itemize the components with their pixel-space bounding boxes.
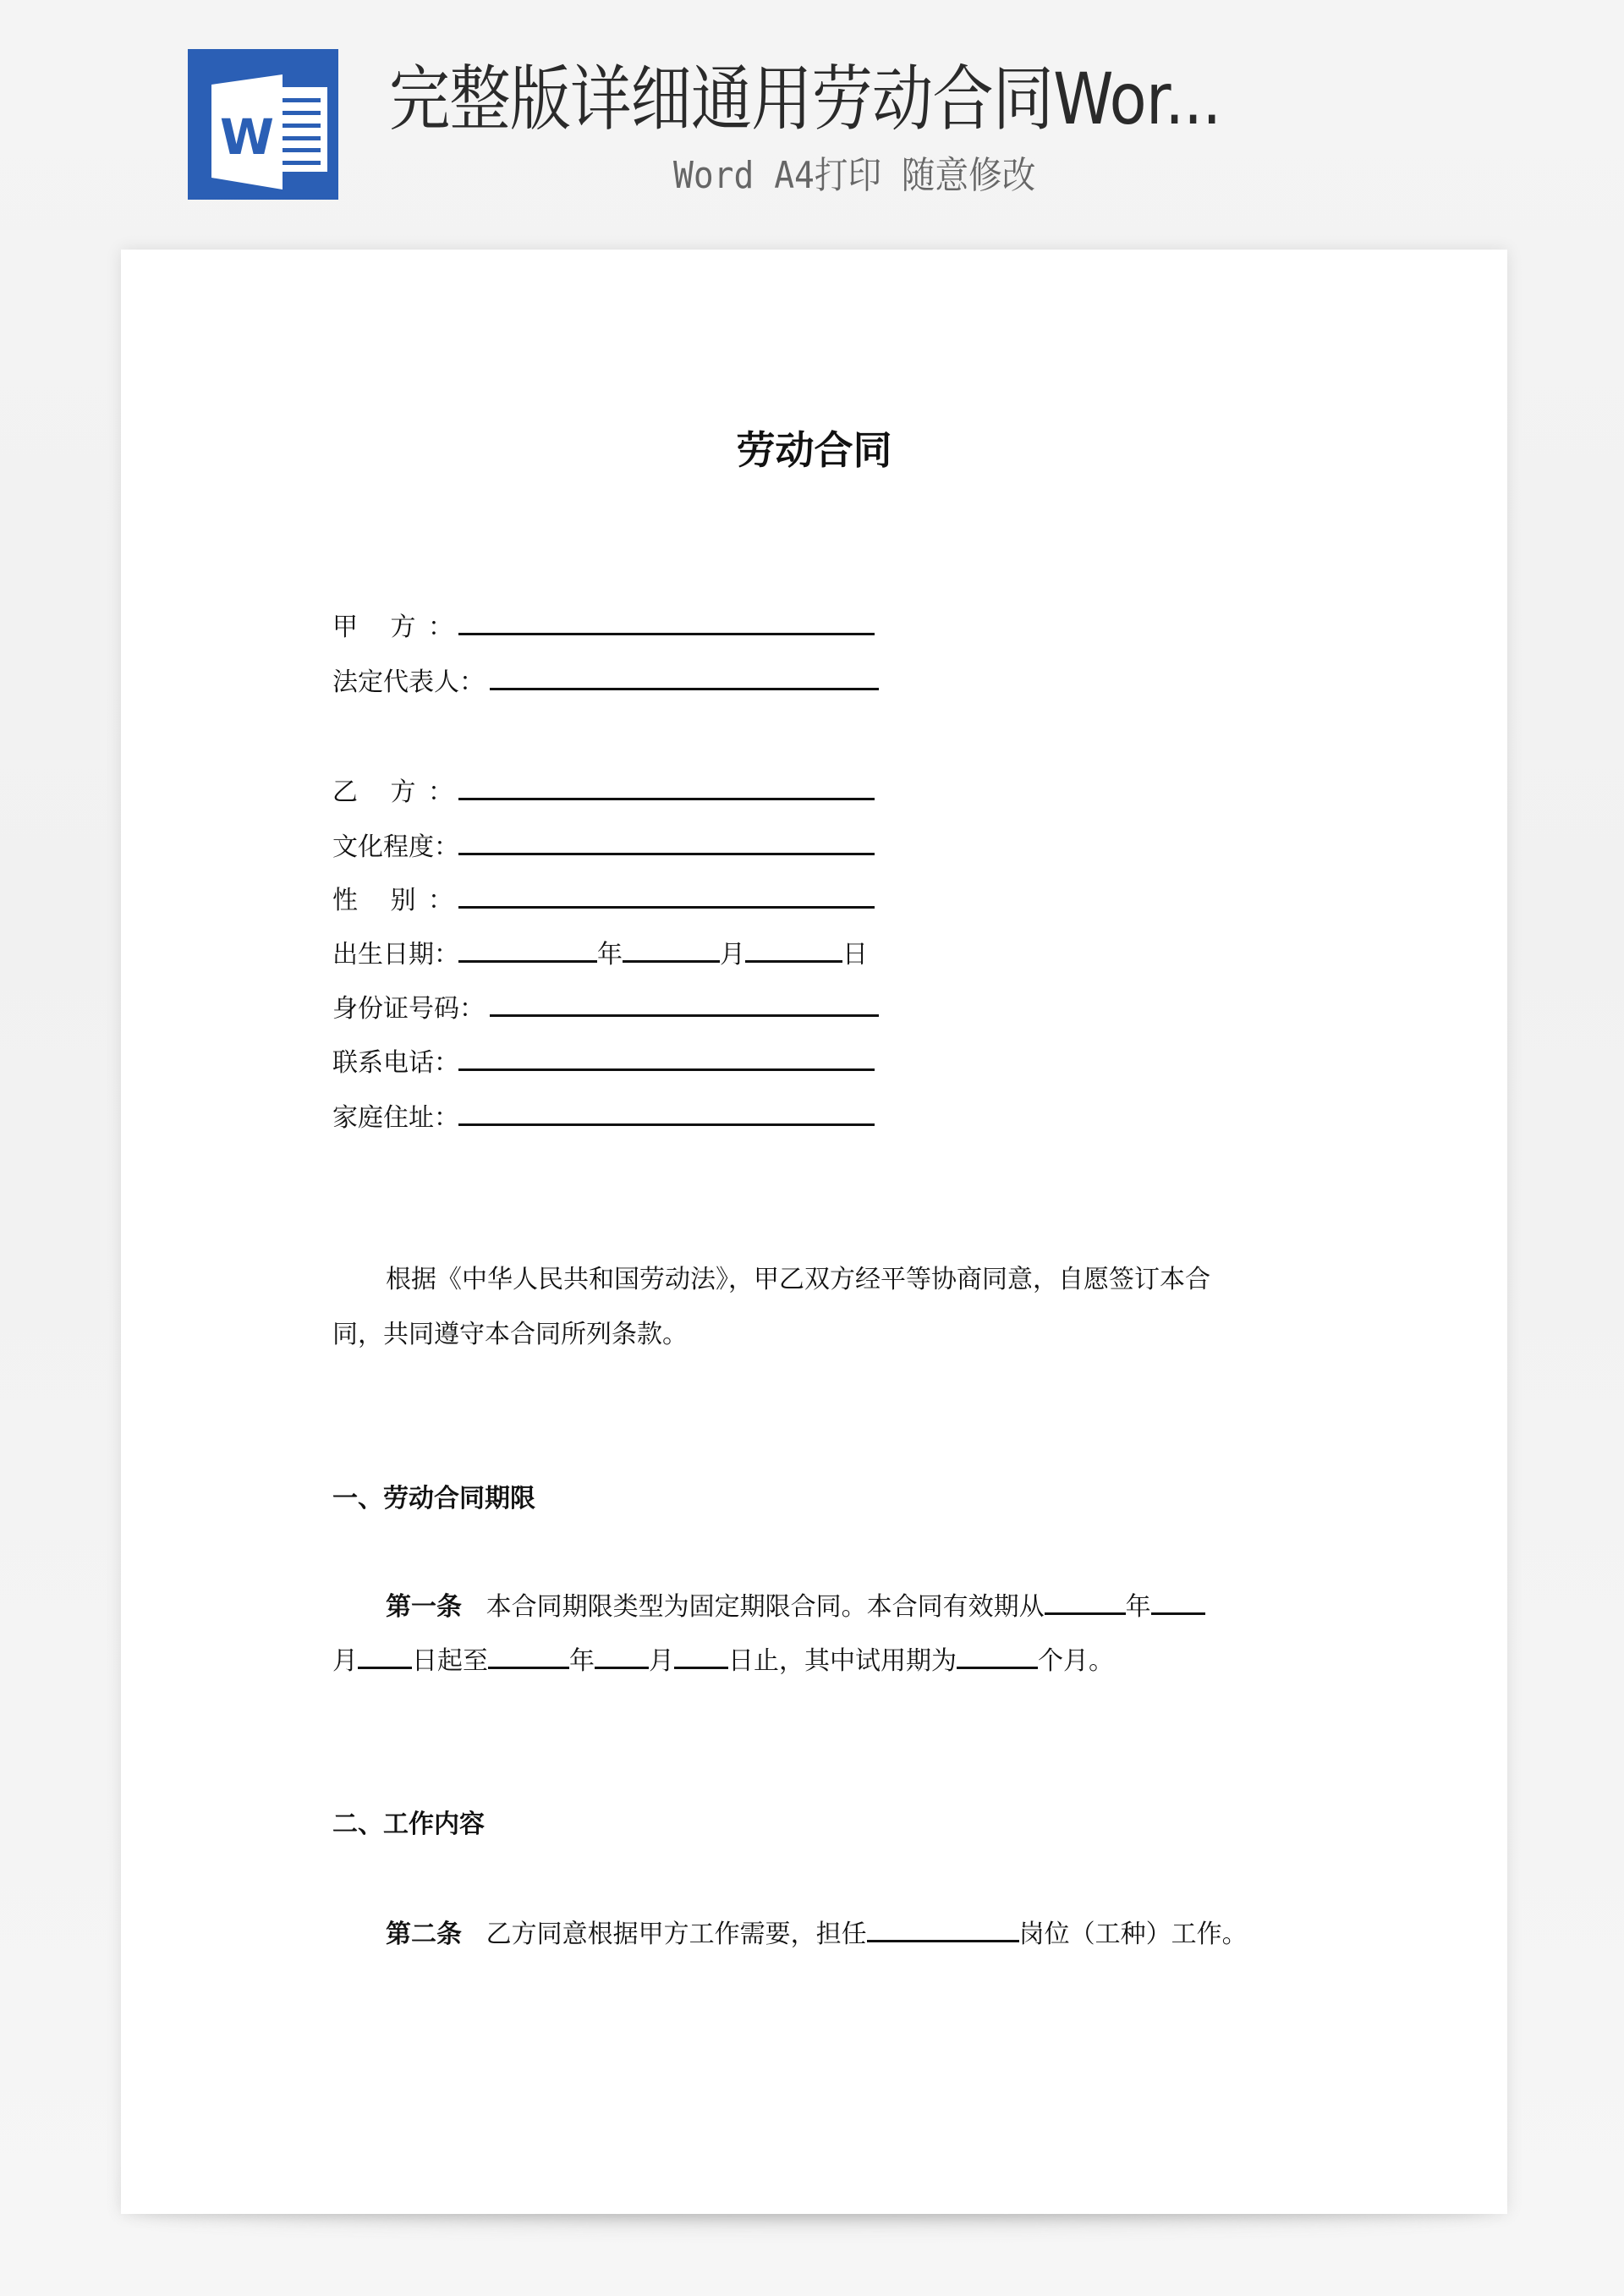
id-number-label: 身份证号码： (332, 994, 485, 1024)
party-a-row (332, 609, 875, 643)
id-number-blank[interactable] (490, 991, 879, 1017)
education-row (332, 829, 875, 863)
document-title: 劳动合同 (736, 427, 892, 473)
phone-blank[interactable] (458, 1045, 875, 1071)
position-blank[interactable] (867, 1918, 1019, 1942)
gender-blank[interactable] (458, 882, 875, 909)
gender-label (332, 884, 453, 918)
address-row (332, 1100, 875, 1134)
document-body (121, 250, 1507, 2214)
article-1-line-2 (332, 1645, 1114, 1678)
article-2-text-after: 岗位（工种）工作。 (1018, 1920, 1248, 1949)
phone-row (332, 1045, 875, 1079)
birth-date-row (332, 937, 868, 970)
birth-day-blank[interactable] (745, 938, 842, 963)
end-year-blank[interactable] (488, 1645, 569, 1669)
birth-day-unit: 日 (842, 940, 868, 969)
word-logo-graphic (188, 49, 338, 200)
article-2-text-before: 乙方同意根据甲方工作需要，担任 (486, 1920, 867, 1949)
start-year-unit: 年 (1125, 1592, 1151, 1622)
gender-row (332, 882, 875, 916)
end-day-blank[interactable] (674, 1645, 728, 1669)
word-icon-letter: W (220, 108, 274, 166)
education-label: 文化程度： (332, 832, 459, 862)
probation-months-blank[interactable] (957, 1645, 1038, 1669)
article-2-label: 第二条 (386, 1920, 462, 1949)
article-2-line (386, 1918, 1248, 1952)
banner-subtitle: Word A4打印 随意修改 (673, 154, 1036, 197)
birth-year-unit: 年 (597, 940, 623, 969)
party-b-label (332, 776, 453, 810)
party-b-blank[interactable] (458, 774, 875, 800)
party-b-label-1: 乙 (332, 777, 370, 807)
party-a-label-1: 甲 (332, 612, 370, 642)
address-blank[interactable] (458, 1100, 875, 1126)
word-icon (188, 49, 338, 200)
legal-rep-blank[interactable] (490, 664, 879, 690)
party-a-blank[interactable] (458, 609, 875, 635)
article-1-line-1 (386, 1590, 1151, 1624)
party-a-label-2: 方： (390, 612, 453, 642)
legal-rep-label: 法定代表人： (332, 667, 485, 697)
end-year-unit: 年 (569, 1646, 595, 1676)
article-1-label: 第一条 (386, 1592, 462, 1622)
start-day-unit: 日起至 (412, 1646, 488, 1676)
end-day-unit: 日止，其中试用期为 (728, 1646, 957, 1676)
start-month-unit: 月 (332, 1646, 358, 1676)
start-day-blank[interactable] (358, 1645, 412, 1669)
birth-month-unit: 月 (720, 940, 745, 969)
gender-label-2: 别： (390, 886, 453, 915)
party-b-row (332, 774, 875, 808)
end-month-blank[interactable] (595, 1645, 649, 1669)
party-b-label-2: 方： (390, 777, 453, 807)
start-year-blank[interactable] (1045, 1590, 1126, 1615)
section-2-heading: 二、工作内容 (332, 1810, 485, 1839)
banner-title: 完整版详细通用劳动合同Wor... (389, 58, 1221, 140)
preamble-line-2: 同，共同遵守本合同所列条款。 (332, 1320, 688, 1349)
preamble-line-1: 根据《中华人民共和国劳动法》，甲乙双方经平等协商同意，自愿签订本合 (386, 1265, 1210, 1294)
address-label: 家庭住址： (332, 1103, 459, 1133)
party-a-label (332, 611, 453, 645)
document-page (121, 250, 1507, 2214)
birth-year-blank[interactable] (458, 937, 597, 963)
section-1-heading: 一、劳动合同期限 (332, 1484, 535, 1513)
id-number-row (332, 991, 879, 1024)
article-1-text: 本合同期限类型为固定期限合同。本合同有效期从 (486, 1592, 1045, 1622)
end-month-unit: 月 (649, 1646, 674, 1676)
gender-label-1: 性 (332, 886, 370, 915)
phone-label: 联系电话： (332, 1048, 459, 1078)
probation-end-text: 个月。 (1038, 1646, 1114, 1676)
start-month-blank[interactable] (1151, 1590, 1205, 1615)
education-blank[interactable] (458, 829, 875, 855)
birth-month-blank[interactable] (623, 938, 720, 963)
birth-date-label: 出生日期： (332, 940, 459, 969)
legal-rep-row (332, 664, 879, 698)
